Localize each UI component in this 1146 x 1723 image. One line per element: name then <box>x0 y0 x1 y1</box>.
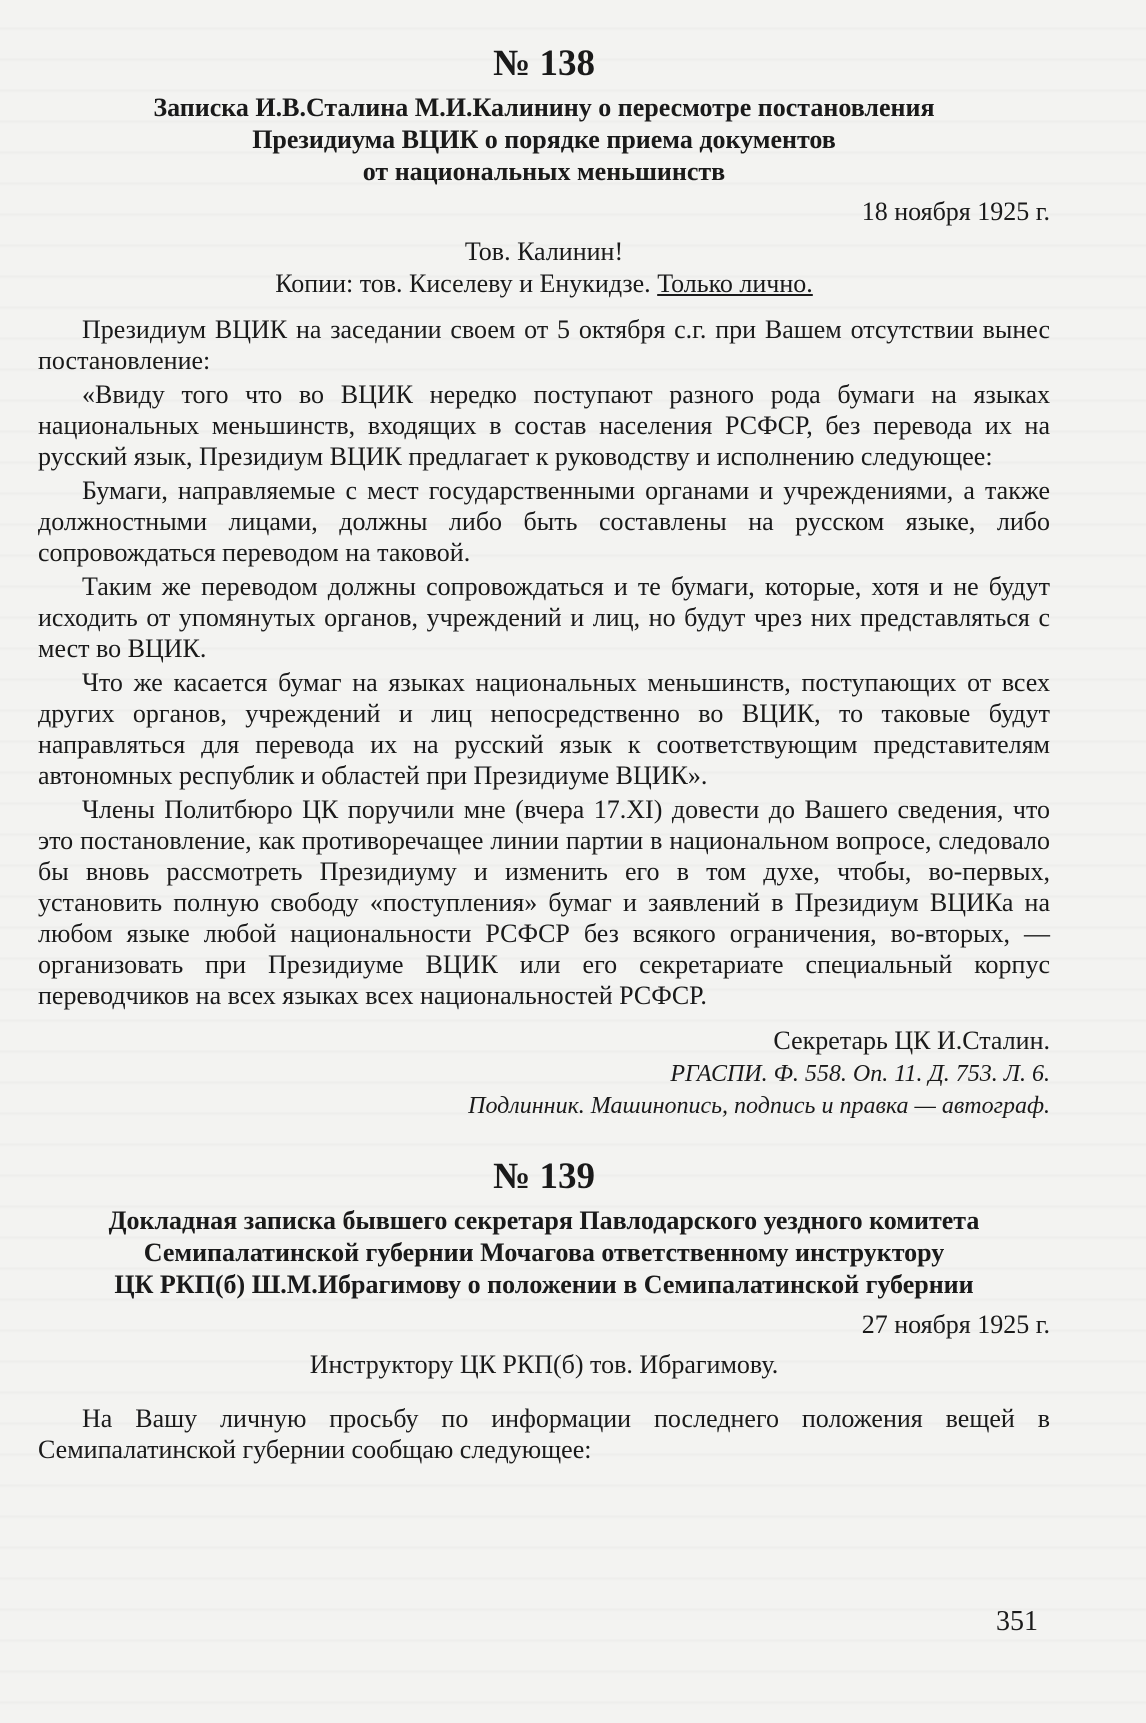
doc-139-paragraph: На Вашу личную просьбу по информации последнего положения вещей в Семипалатинской губернии сообщаю следующее: <box>38 1404 1050 1464</box>
doc-138-date: 18 ноября 1925 г. <box>861 197 1050 226</box>
doc-138-copies-text: Копии: тов. Киселеву и Енукидзе. <box>275 269 658 298</box>
doc-138-paragraph: Члены Политбюро ЦК поручили мне (вчера 17.XI) довести до Вашего сведения, что это постановление, как противоречащее линии партии в национальном вопросе, следовало бы вновь рассмотреть Президиуму и изменить его в том духе, чтобы, во-первых, установить полную свободу «поступления» бумаг и заявлений в Президиум ВЦИКа на любом языке любой национальности РСФСР без всякого ограничения, во-вторых, — организовать при Президиуме ВЦИК или его секретариате специальный корпус переводчиков на всех языках всех национальностей РСФСР. <box>38 795 1050 1010</box>
doc-138-title-line: от национальных меньшинств <box>362 157 726 186</box>
doc-138-signature: Секретарь ЦК И.Сталин. <box>773 1026 1050 1055</box>
doc-138-paragraph: Что же касается бумаг на языках национальных меньшинств, поступающих от всех других органов, учреждений и лиц непосредственно во ВЦИК, то таковые будут направляться для перевода их на русский язык к соответствующим представителям автономных республик и областей при Президиуме ВЦИК». <box>38 668 1050 790</box>
doc-138-archive-reference: РГАСПИ. Ф. 558. Оп. 11. Д. 753. Л. 6. <box>670 1061 1050 1087</box>
doc-139-addressee: Инструктору ЦК РКП(б) тов. Ибрагимову. <box>309 1350 779 1379</box>
doc-138-paragraph: «Ввиду того что во ВЦИК нередко поступают разного рода бумаги на языках национальных меньшинств, входящих в состав населения РСФСР, без перевода их на русский язык, Президиум ВЦИК предлагает к руководству и исполнению следующее: <box>38 380 1050 471</box>
doc-138-title <box>38 92 1050 188</box>
doc-139-title <box>38 1205 1050 1301</box>
doc-138-paragraph: Таким же переводом должны сопровождаться и те бумаги, которые, хотя и не будут исходить от упомянутых органов, учреждений и лиц, но будут чрез них представляться с мест во ВЦИК. <box>38 572 1050 663</box>
page-number: 351 <box>996 1606 1038 1637</box>
doc-139-title-line: Докладная записка бывшего секретаря Павлодарского уездного комитета <box>108 1206 980 1235</box>
doc-138-title-line: Президиума ВЦИК о порядке приема документов <box>252 125 836 154</box>
doc-139-title-line: ЦК РКП(б) Ш.М.Ибрагимову о положении в Семипалатинской губернии <box>114 1270 974 1299</box>
doc-138-archive-note: Подлинник. Машинопись, подпись и правка — автограф. <box>468 1093 1050 1119</box>
doc-139-body <box>38 1403 1050 1465</box>
doc-139-title-line: Семипалатинской губернии Мочагова ответственному инструктору <box>143 1238 945 1267</box>
doc-138-copies-note: Только лично. <box>657 269 813 298</box>
doc-139-number: № 139 <box>493 1156 595 1197</box>
doc-138-paragraph: Президиум ВЦИК на заседании своем от 5 октября с.г. при Вашем отсутствии вынес постановление: <box>38 315 1050 375</box>
doc-138-addressee <box>38 236 1050 300</box>
doc-138-copies <box>38 268 1050 300</box>
doc-138-number: № 138 <box>493 43 595 84</box>
doc-138-title-line: Записка И.В.Сталина М.И.Калинину о пересмотре постановления <box>153 93 935 122</box>
doc-138-body <box>38 314 1050 1011</box>
doc-138-paragraph: Бумаги, направляемые с мест государственными органами и учреждениями, а также должностными лицами, должны либо быть составлены на русском языке, либо сопровождаться переводом на таковой. <box>38 476 1050 567</box>
doc-139-date: 27 ноября 1925 г. <box>861 1310 1050 1339</box>
doc-138-salutation: Тов. Калинин! <box>464 237 624 266</box>
